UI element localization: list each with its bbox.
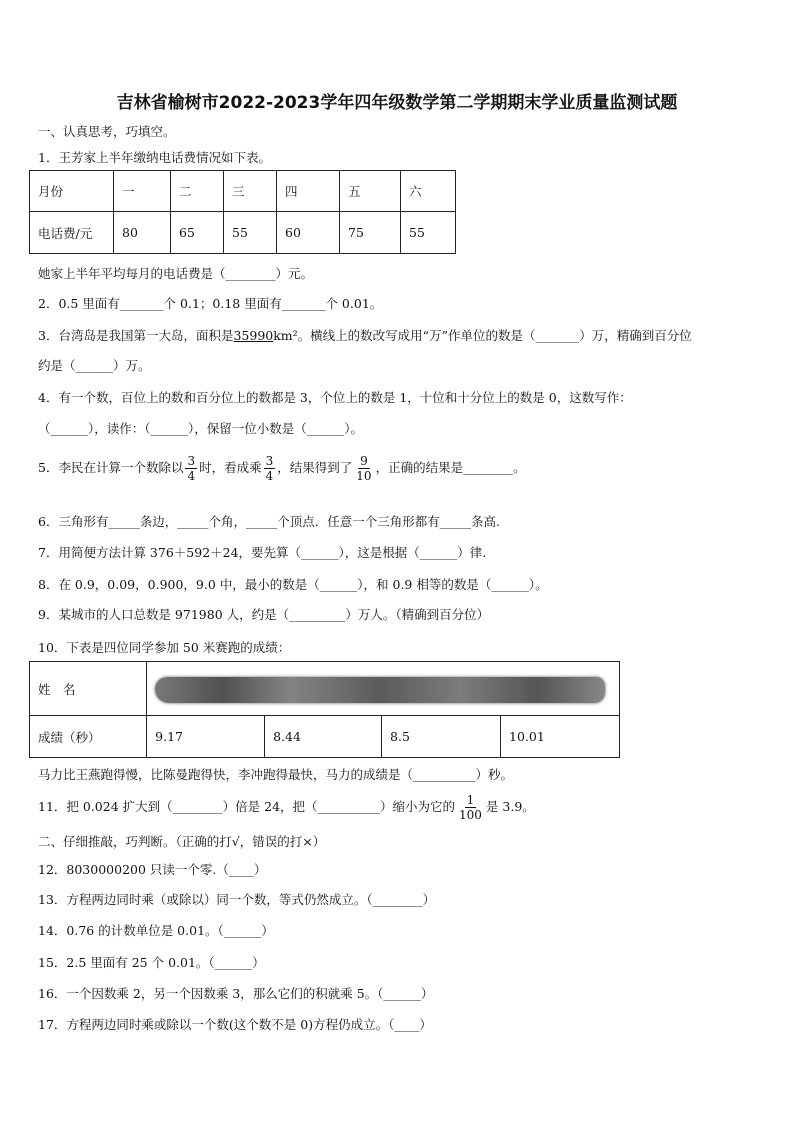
question-11-text: 11．把 0.024 扩大到（________）倍是 24，把（__________）缩小为它的 xyxy=(38,799,456,814)
fraction-numerator: 9 xyxy=(360,454,368,468)
page-title: 吉林省榆树市2022-2023学年四年级数学第二学期期末学业质量监测试题 xyxy=(116,93,678,113)
section-heading-2: 二、仔细推敲，巧判断。（正确的打√，错误的打×） xyxy=(38,834,326,849)
table-cell: 电话费/元 xyxy=(30,212,114,254)
redacted-names-cell xyxy=(147,662,620,716)
question-2: 2．0.5 里面有_______个 0.1；0.18 里面有_______个 0.01。 xyxy=(38,296,383,311)
question-10-followup: 马力比王燕跑得慢，比陈曼跑得快，李冲跑得最快，马力的成绩是（__________）秒。 xyxy=(38,767,514,782)
table-cell: 六 xyxy=(401,171,456,212)
question-8: 8．在 0.9，0.09，0.900，9.0 中，最小的数是（______），和 0.9 相等的数是（______）。 xyxy=(38,577,548,592)
question-12: 12．8030000200 只读一个零.（____） xyxy=(38,862,267,877)
question-17: 17．方程两边同时乘或除以一个数(这个数不是 0)方程仍成立。（____） xyxy=(38,1017,432,1032)
table-cell: 8.44 xyxy=(265,716,382,758)
table-cell: 55 xyxy=(401,212,456,254)
question-14: 14．0.76 的计数单位是 0.01。（______） xyxy=(38,923,274,938)
question-3-line2: 约是（______）万。 xyxy=(38,358,151,373)
table-cell: 四 xyxy=(277,171,340,212)
table-row xyxy=(30,716,620,758)
fraction-denominator: 10 xyxy=(356,469,372,483)
fraction xyxy=(457,793,484,822)
question-11-text-b: 是 3.9。 xyxy=(485,799,535,814)
question-1-followup: 她家上半年平均每月的电话费是（________）元。 xyxy=(38,266,314,281)
fraction-numerator: 3 xyxy=(187,454,196,468)
question-16: 16．一个因数乘 2，另一个因数乘 3，那么它们的积就乘 5。（______） xyxy=(38,986,434,1001)
question-13: 13．方程两边同时乘（或除以）同一个数，等式仍然成立。（________） xyxy=(38,892,436,907)
fraction-denominator: 4 xyxy=(187,469,196,483)
underlined-number: 35990 xyxy=(233,328,274,343)
question-11 xyxy=(38,793,535,822)
table-cell: 75 xyxy=(340,212,401,254)
question-5-text: 5．李民在计算一个数除以 xyxy=(38,460,184,475)
table-cell: 姓 名 xyxy=(30,662,147,716)
table-cell: 10.01 xyxy=(501,716,620,758)
table-cell: 三 xyxy=(224,171,277,212)
section-heading-1: 一、认真思考，巧填空。 xyxy=(38,124,176,139)
table-cell: 月份 xyxy=(30,171,114,212)
fraction xyxy=(354,454,373,483)
question-5-text-d: ，正确的结果是________。 xyxy=(375,460,526,475)
fraction xyxy=(185,454,197,483)
fraction-numerator: 3 xyxy=(265,454,274,468)
table-row xyxy=(30,662,620,716)
fraction xyxy=(264,454,276,483)
table-cell: 一 xyxy=(114,171,171,212)
table-row xyxy=(30,171,456,212)
table-cell: 65 xyxy=(171,212,224,254)
redacted-scribble xyxy=(155,677,605,703)
question-5 xyxy=(38,454,526,483)
table-cell: 成绩（秒） xyxy=(30,716,147,758)
fraction-denominator: 4 xyxy=(265,469,274,483)
table-cell: 60 xyxy=(277,212,340,254)
question-1: 1．王芳家上半年缴纳电话费情况如下表。 xyxy=(38,150,271,165)
table-cell: 55 xyxy=(224,212,277,254)
table-cell: 五 xyxy=(340,171,401,212)
table-cell: 9.17 xyxy=(147,716,265,758)
question-3-text-b: km²。横线上的数改写成用“万”作单位的数是（_______）万，精确到百分位 xyxy=(273,328,692,343)
question-6: 6．三角形有_____条边，_____个角，_____个顶点．任意一个三角形都有_____条高. xyxy=(38,514,500,529)
question-15: 15．2.5 里面有 25 个 0.01。（______） xyxy=(38,955,265,970)
table-cell: 二 xyxy=(171,171,224,212)
table-cell: 8.5 xyxy=(382,716,501,758)
question-3 xyxy=(38,326,692,344)
table-row xyxy=(30,212,456,254)
race-results-table xyxy=(29,661,620,758)
question-7: 7．用简便方法计算 376＋592＋24，要先算（______），这是根据（______）律. xyxy=(38,545,487,560)
question-4-line2: （______），读作：（______），保留一位小数是（______）。 xyxy=(38,421,364,436)
question-5-text-b: 时，看成乘 xyxy=(199,460,262,475)
question-3-text: 3．台湾岛是我国第一大岛，面积是 xyxy=(38,328,234,343)
fraction-numerator: 1 xyxy=(466,793,475,807)
phone-bill-table xyxy=(29,170,456,254)
question-5-text-c: ，结果得到了 xyxy=(277,460,353,475)
question-4: 4．有一个数，百位上的数和百分位上的数都是 3，个位上的数是 1，十位和十分位上的数是 0，这数写作： xyxy=(38,390,632,405)
table-cell: 80 xyxy=(114,212,171,254)
fraction-denominator: 100 xyxy=(459,808,482,822)
question-9: 9．某城市的人口总数是 971980 人，约是（_________）万人。（精确到百分位） xyxy=(38,607,490,622)
question-10: 10．下表是四位同学参加 50 米赛跑的成绩： xyxy=(38,640,291,655)
